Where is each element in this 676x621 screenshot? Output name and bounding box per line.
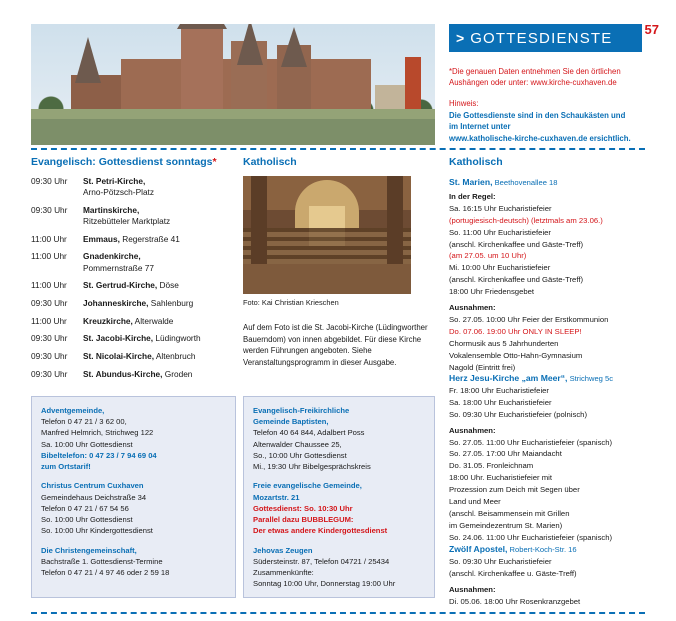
heading-evangelical-asterisk: *: [212, 156, 217, 168]
hint-line-1: Die Gottesdienste sind in den Schaukästen und: [449, 110, 626, 120]
photo-floor: [243, 264, 411, 294]
heading-catholic-middle: Katholisch: [243, 156, 297, 168]
service-time: 11:00 Uhr: [31, 315, 67, 326]
parish-exceptions-label: Ausnahmen:: [449, 303, 496, 313]
parish-block-st-marien: [449, 176, 654, 374]
church-interior-photo: [243, 176, 411, 294]
congregation-detail: Gemeindehaus Deichstraße 34: [41, 492, 147, 502]
photo-church-tower-main: [181, 27, 223, 119]
service-church-name: St. Jacobi-Kirche,: [83, 333, 154, 344]
parish-schedule-line: So. 09:30 Uhr Eucharistiefeier: [449, 556, 552, 566]
parish-schedule-line: (anschl. Kirchenkaffee und Gäste-Treff): [449, 275, 584, 285]
section-banner: [449, 24, 642, 52]
parish-schedule-line: 18:00 Uhr Friedensgebet: [449, 287, 535, 297]
parish-schedule-line: (anschl. Kirchenkaffee und Gäste-Treff): [449, 239, 584, 249]
hint-label: Hinweis:: [449, 99, 479, 108]
heading-catholic-right: Katholisch: [449, 156, 503, 168]
photo-grass-far: [31, 109, 435, 119]
congregation-title-second-line: Mozartstr. 21: [253, 492, 300, 502]
service-address: Döse: [159, 280, 179, 291]
info-box-right: [243, 396, 435, 598]
parish-address: Robert-Koch-Str. 16: [507, 545, 577, 554]
service-time: 09:30 Uhr: [31, 351, 68, 362]
service-location: [83, 298, 236, 309]
parish-name-text: Herz Jesu-Kirche „am Meer“,: [449, 373, 568, 383]
parish-exception-line: Land und Meer: [449, 497, 501, 507]
service-time: 09:30 Uhr: [31, 298, 68, 308]
congregation-detail: Südersteinstr. 87, Telefon 04721 / 25434: [253, 556, 390, 566]
photo-credit: Foto: Kai Christian Krieschen: [243, 298, 339, 307]
service-location: [83, 369, 236, 380]
parish-name: [449, 372, 654, 385]
service-time: 09:30 Uhr: [31, 176, 68, 186]
service-address: Lüdingworth: [155, 333, 201, 344]
parish-schedule-line: Sa. 18:00 Uhr Eucharistiefeier: [449, 397, 552, 407]
parish-exception-line: Prozession zum Deich mit Segen über: [449, 485, 580, 495]
service-location: [83, 351, 236, 362]
service-row: [31, 298, 236, 309]
parish-block-zwoelf-apostel: [449, 543, 654, 608]
congregation-detail: Altenwalder Chaussee 25,: [253, 439, 342, 449]
service-address: Ritzebütteler Marktplatz: [83, 216, 171, 227]
service-address: Sahlenburg: [150, 298, 194, 308]
service-row: [31, 280, 236, 291]
congregation-detail: Sonntag 10:00 Uhr, Donnerstag 19:00 Uhr: [253, 579, 396, 589]
service-row: [31, 369, 236, 380]
congregation-title-second-line: Gemeinde Baptisten,: [253, 417, 329, 427]
service-row: [31, 251, 236, 273]
parish-exception-line: Vokalensemble Otto-Hahn-Gymnasium: [449, 350, 583, 360]
congregation-title: Die Christengemeinschaft,: [41, 545, 137, 555]
spacer: [41, 472, 226, 480]
congregation-detail: Bachstraße 1. Gottesdienst-Termine: [41, 556, 163, 566]
service-time: 11:00 Uhr: [31, 280, 67, 291]
parish-schedule-line: (am 27.05. um 10 Uhr): [449, 251, 527, 261]
spacer: [253, 472, 425, 480]
parish-schedule-line: Sa. 16:15 Uhr Eucharistiefeier: [449, 203, 552, 213]
parish-exception-line: im Gemeindezentrum St. Marien): [449, 521, 563, 531]
hint-line-3: www.katholische-kirche-cuxhaven.de ersichtlich.: [449, 134, 631, 144]
congregation-detail: Telefon 0 47 21 / 4 97 46 oder 2 59 18: [41, 568, 170, 578]
parish-exception-line: Chormusik aus 5 Jahrhunderten: [449, 339, 559, 349]
congregation-detail: Zusammenkünfte:: [253, 568, 314, 578]
spacer: [253, 537, 425, 545]
service-church-name: Kreuzkirche,: [83, 315, 133, 326]
parish-exceptions-label: Ausnahmen:: [449, 584, 496, 594]
service-address: Regerstraße 41: [122, 233, 180, 244]
parish-address: Strichweg 5c: [567, 374, 614, 383]
parish-exception-line: Do. 07.06. 19:00 Uhr ONLY IN SLEEP!: [449, 327, 582, 337]
info-box-left: [31, 396, 236, 598]
parish-exception-line: Do. 31.05. Fronleichnam: [449, 461, 534, 471]
data-disclaimer-note: *Die genauen Daten entnehmen Sie den örtlichen Aushängen oder unter: www.kirche-cuxhaven.de: [449, 67, 621, 88]
heading-evangelical-text: Evangelisch: Gottesdienst sonntags: [31, 156, 213, 168]
congregation-highlight: Der etwas andere Kindergottesdienst: [253, 526, 388, 536]
service-address: Arno-Pötzsch-Platz: [83, 187, 155, 198]
service-address: Alterwalde: [134, 315, 174, 326]
service-time: 11:00 Uhr: [31, 251, 67, 262]
service-location: [83, 316, 236, 327]
congregation-detail: So. 10:00 Uhr Gottesdienst: [41, 515, 133, 525]
parish-schedule-line: (anschl. Kirchenkaffee u. Gäste-Treff): [449, 568, 577, 578]
info-box-right-content: [244, 397, 434, 598]
service-row: [31, 234, 236, 245]
service-address: Groden: [164, 368, 193, 379]
service-row: [31, 316, 236, 327]
divider-top: [31, 148, 645, 150]
service-address: Altenbruch: [155, 351, 196, 362]
church-panorama-photo: [31, 24, 435, 145]
parish-exception-line: So. 24.06. 11:00 Uhr Eucharistiefeier (spanisch): [449, 533, 613, 543]
service-location: [83, 280, 236, 291]
congregation-title: Freie evangelische Gemeinde,: [253, 481, 362, 491]
service-church-name: St. Nicolai-Kirche,: [83, 351, 155, 362]
congregation-highlight: Parallel dazu BUBBLEGUM:: [253, 515, 354, 525]
hint-note: [449, 98, 649, 145]
congregation-detail: Telefon 0 47 21 / 67 54 56: [41, 503, 129, 513]
congregation-detail: Manfred Helmrich, Strichweg 122: [41, 428, 154, 438]
parish-name: [449, 543, 654, 556]
parish-exception-line: So. 27.05. 10:00 Uhr Feier der Erstkommunion: [449, 315, 609, 325]
service-church-name: Martinskirche,: [83, 204, 140, 215]
parish-schedule-line: So. 09:30 Uhr Eucharistiefeier (polnisch): [449, 409, 588, 419]
congregation-detail: Telefon 0 47 21 / 3 62 00,: [41, 417, 127, 427]
parish-exception-line: So. 27.05. 11:00 Uhr Eucharistiefeier (spanisch): [449, 437, 613, 447]
parish-schedule-line: (portugiesisch-deutsch) (letztmals am 23.06.): [449, 215, 603, 225]
service-location: [83, 205, 236, 227]
spacer: [41, 537, 226, 545]
parish-exception-line: (anschl. Beisammensein mit Grillen: [449, 509, 570, 519]
service-row: [31, 333, 236, 344]
service-time: 11:00 Uhr: [31, 233, 67, 244]
service-church-name: St. Gertrud-Kirche,: [83, 280, 158, 291]
page-number: 57: [644, 22, 659, 37]
section-title: GOTTESDIENSTE: [470, 29, 613, 47]
service-church-name: Johanneskirche,: [83, 298, 149, 308]
parish-schedule-subheading: In der Regel:: [449, 191, 496, 201]
congregation-highlight: Gottesdienst: So. 10:30 Uhr: [253, 503, 353, 513]
parish-name: [449, 176, 654, 189]
service-church-name: St. Abundus-Kirche,: [83, 368, 163, 379]
parish-name-text: St. Marien,: [449, 177, 493, 187]
congregation-detail: So., 10:00 Uhr Gottesdienst: [253, 450, 347, 460]
chevron-right-icon: >: [456, 30, 465, 46]
service-church-name: Emmaus,: [83, 233, 120, 244]
congregation-highlight: zum Ortstarif!: [41, 462, 91, 472]
congregation-detail: So. 10:00 Uhr Kindergottesdienst: [41, 526, 153, 536]
parish-block-herz-jesu: [449, 372, 654, 544]
parish-exception-line: Nagold (Eintritt frei): [449, 362, 516, 372]
photo-ground: [31, 119, 435, 145]
congregation-detail: Telefon 40 64 844, Adalbert Poss: [253, 428, 365, 438]
parish-name-text: Zwölf Apostel,: [449, 544, 508, 554]
divider-bottom: [31, 612, 645, 614]
service-location: [83, 251, 236, 273]
parish-address: Beethovenallee 18: [492, 178, 558, 187]
parish-exception-line: 18:00 Uhr. Eucharistiefeier mit: [449, 473, 552, 483]
evangelical-service-list: [31, 176, 236, 386]
parish-exception-line: Di. 05.06. 18:00 Uhr Rosenkranzgebet: [449, 596, 581, 606]
parish-exceptions-label: Ausnahmen:: [449, 425, 496, 435]
service-church-name: Gnadenkirche,: [83, 251, 141, 262]
service-row: [31, 205, 236, 227]
congregation-title: Jehovas Zeugen: [253, 545, 313, 555]
congregation-detail: Sa. 10:00 Uhr Gottesdienst: [41, 439, 133, 449]
service-location: [83, 333, 236, 344]
hint-line-2: im Internet unter: [449, 122, 511, 132]
service-time: 09:30 Uhr: [31, 204, 68, 215]
info-box-left-content: [32, 397, 235, 586]
congregation-detail: Mi., 19:30 Uhr Bibelgesprächskreis: [253, 462, 371, 472]
parish-schedule-line: Mi. 10:00 Uhr Eucharistiefeier: [449, 263, 551, 273]
service-location: [83, 234, 236, 245]
service-row: [31, 176, 236, 198]
service-location: [83, 176, 236, 198]
service-address: Pommernstraße 77: [83, 262, 155, 273]
service-time: 09:30 Uhr: [31, 333, 68, 344]
parish-schedule-line: So. 11:00 Uhr Eucharistiefeier: [449, 227, 551, 237]
congregation-title: Evangelisch-Freikirchliche: [253, 406, 350, 415]
parish-schedule-line: Fr. 18:00 Uhr Eucharistiefeier: [449, 385, 549, 395]
service-time: 09:30 Uhr: [31, 368, 68, 379]
service-church-name: St. Petri-Kirche,: [83, 176, 146, 186]
congregation-highlight: Bibeltelefon: 0 47 23 / 7 94 69 04: [41, 450, 157, 460]
congregation-title: Christus Centrum Cuxhaven: [41, 481, 144, 491]
heading-evangelical: [31, 156, 217, 168]
service-row: [31, 351, 236, 362]
congregation-title: Adventgemeinde,: [41, 406, 105, 415]
parish-exception-line: So. 27.05. 17:00 Uhr Maiandacht: [449, 449, 562, 459]
photo-description: Auf dem Foto ist die St. Jacobi-Kirche (Lüdingworther Bauerndom) von innen abgebildet. Für diese Kirche werden Führungen angeboten. Siehe Veranstaltungsprogramm in dieser Ausgabe.: [243, 323, 428, 368]
